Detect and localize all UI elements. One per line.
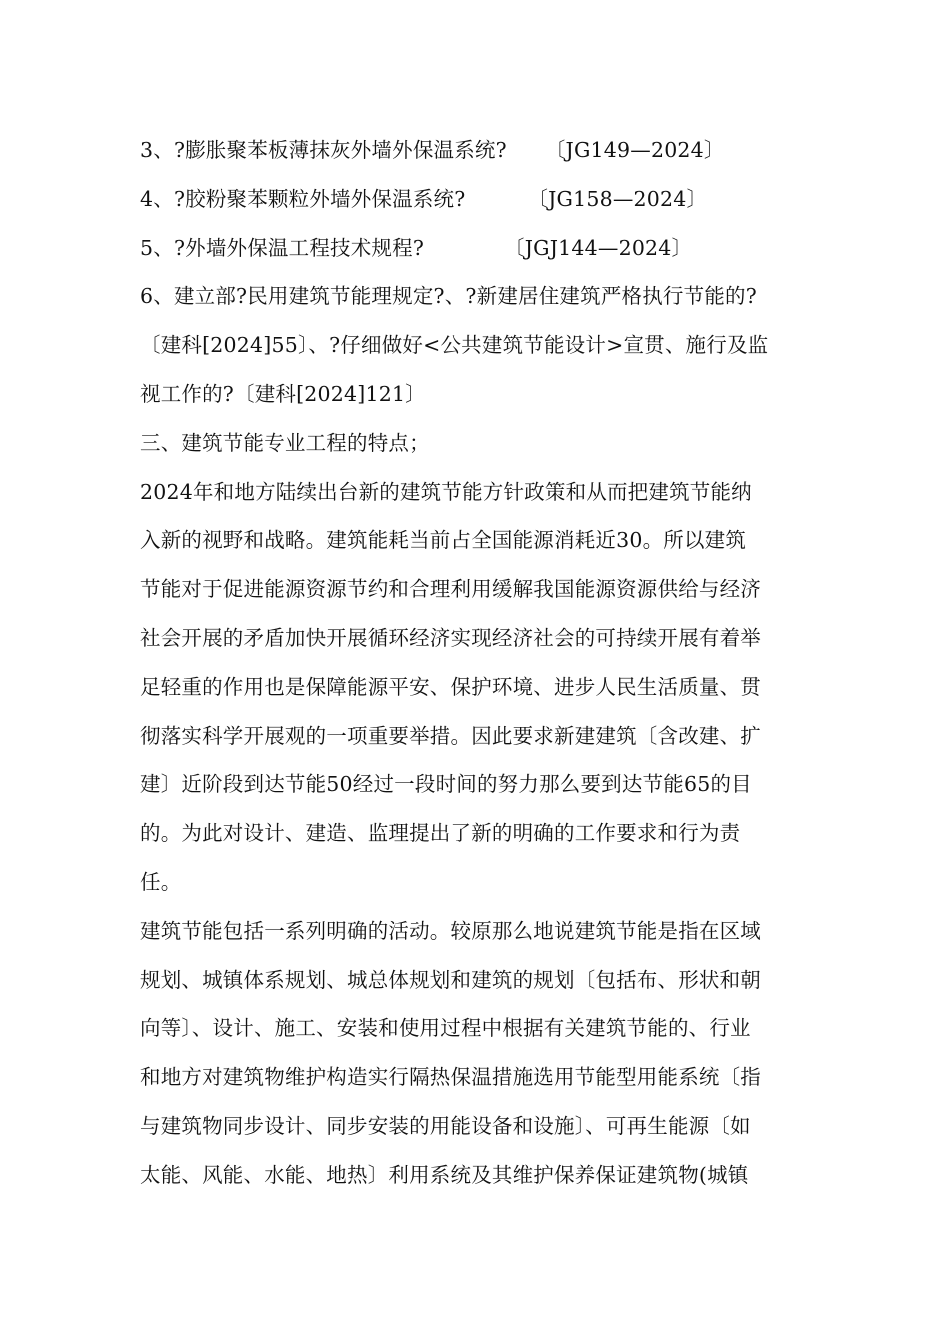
text-line: 的。为此对设计、建造、监理提出了新的明确的工作要求和行为责 (140, 821, 741, 846)
standard-code: 〔JG149—2024〕 (544, 138, 725, 162)
line-text: 5、?外墙外保温工程技术规程? (140, 235, 425, 260)
text-line: 任。 (140, 869, 182, 894)
line-text: 4、?胶粉聚苯颗粒外墙外保温系统? (140, 186, 466, 211)
text-line: 彻落实科学开展观的一项重要举措。因此要求新建建筑〔含改建、扩 (140, 723, 761, 748)
standard-code: 〔JG158—2024〕 (527, 186, 708, 211)
standard-line-4 (140, 175, 810, 224)
text-line: 建〕近阶段到达节能50经过一段时间的努力那么要到达节能65的目 (140, 772, 752, 797)
text-line: 足轻重的作用也是保障能源平安、保护环境、进步人民生活质量、贯 (140, 674, 761, 699)
text-line: 向等〕、设计、施工、安装和使用过程中根据有关建筑节能的、行业 (140, 1016, 751, 1041)
text-line: 〔建科[2024]55〕、?仔细做好<公共建筑节能设计>宣贯、施行及监 (140, 333, 769, 358)
text-line: 和地方对建筑物维护构造实行隔热保温措施选用节能型用能系统〔指 (140, 1065, 761, 1090)
text-line: 社会开展的矛盾加快开展循环经济实现经济社会的可持续开展有着举 (140, 625, 761, 650)
text-line: 节能对于促进能源资源节约和合理利用缓解我国能源资源供给与经济 (140, 577, 761, 602)
text-line: 建筑节能包括一系列明确的活动。较原那么地说建筑节能是指在区域 (140, 918, 761, 943)
line-text: 3、?膨胀聚苯板薄抹灰外墙外保温系统? (140, 138, 507, 162)
text-line: 6、建立部?民用建筑节能理规定?、?新建居住建筑严格执行节能的? (140, 284, 757, 309)
standard-line-5 (140, 224, 810, 273)
section-heading: 三、建筑节能专业工程的特点； (140, 430, 430, 455)
text-line: 视工作的?〔建科[2024]121〕 (140, 381, 426, 406)
standard-line-3 (140, 126, 810, 175)
text-line: 太能、风能、水能、地热〕利用系统及其维护保养保证建筑物(城镇 (140, 1162, 749, 1187)
document-body (140, 126, 810, 1200)
text-line: 入新的视野和战略。建筑能耗当前占全国能源消耗近30。所以建筑 (140, 528, 747, 553)
text-line: 与建筑物同步设计、同步安装的用能设备和设施〕、可再生能源〔如 (140, 1113, 751, 1138)
text-line: 规划、城镇体系规划、城总体规划和建筑的规划〔包括布、形状和朝 (140, 967, 761, 992)
text-line: 2024年和地方陆续出台新的建筑节能方针政策和从而把建筑节能纳 (140, 479, 752, 504)
standard-code: 〔JGJ144—2024〕 (504, 235, 693, 260)
